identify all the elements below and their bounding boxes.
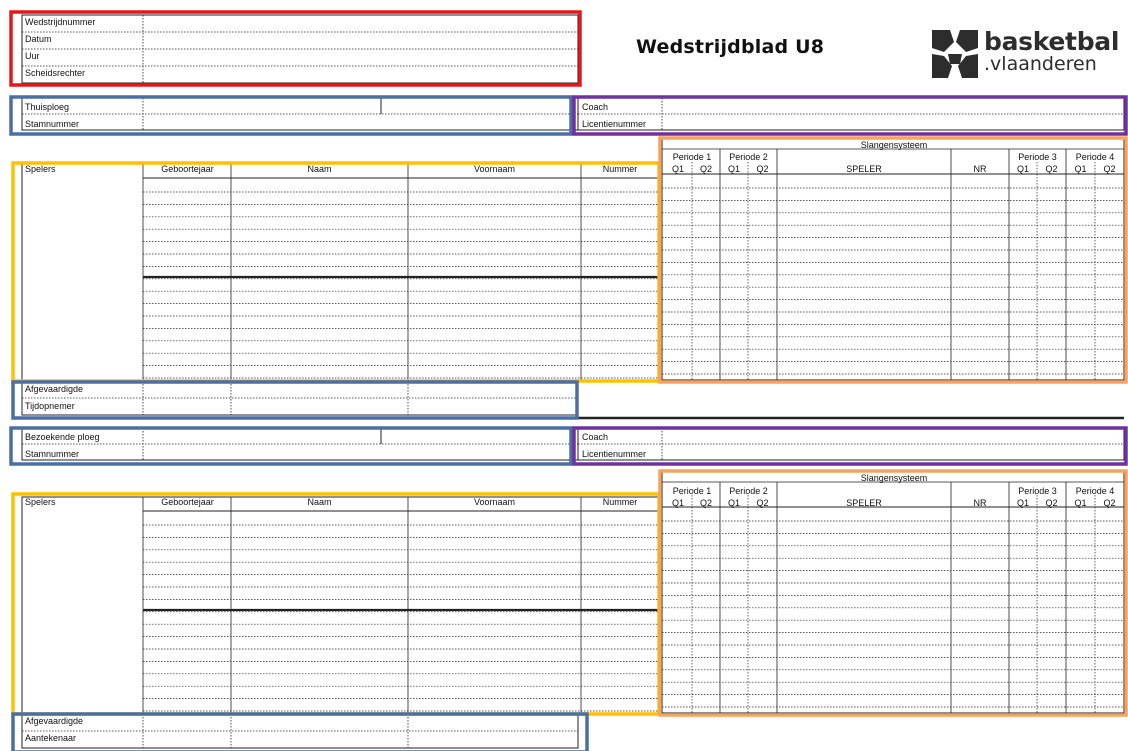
away-col-geboortejaar: Geboortejaar xyxy=(161,497,214,507)
away-staff-table xyxy=(22,714,578,748)
away-team-label: Bezoekende ploeg xyxy=(25,432,100,442)
snake1-p1-q1: Q1 xyxy=(671,164,684,174)
snake1-col-nr: NR xyxy=(973,164,987,174)
home-col-nummer: Nummer xyxy=(602,164,638,174)
snake2-period4: Periode 4 xyxy=(1075,486,1115,496)
field-label-datum: Datum xyxy=(25,34,52,44)
home-col-naam: Naam xyxy=(307,164,332,174)
blue-frame-away-staff xyxy=(13,714,587,751)
snake1-p2-q1: Q1 xyxy=(727,164,740,174)
away-stamnummer-label: Stamnummer xyxy=(25,449,80,459)
logo-wordmark: basketbal xyxy=(984,27,1120,56)
away-team-table xyxy=(22,428,578,460)
snake1-period3: Periode 3 xyxy=(1018,152,1057,162)
home-stamnummer-label: Stamnummer xyxy=(25,119,80,129)
snake2-p4-q2: Q2 xyxy=(1103,498,1116,508)
snake1-p3-q1: Q1 xyxy=(1016,164,1029,174)
snake1-p2-q2: Q2 xyxy=(756,164,769,174)
snake2-period1: Periode 1 xyxy=(672,486,712,496)
yellow-frame-away-players xyxy=(13,494,659,714)
purple-frame-home-coach xyxy=(574,97,1126,134)
home-staff-label-2: Tijdopnemer xyxy=(25,401,75,411)
home-team-table xyxy=(22,98,578,130)
blue-frame-home-staff xyxy=(13,382,577,418)
home-col-geboortejaar: Geboortejaar xyxy=(161,164,214,174)
snake1-p4-q1: Q1 xyxy=(1074,164,1087,174)
match-info-table xyxy=(22,15,578,83)
away-col-naam: Naam xyxy=(307,497,332,507)
snake2-p1-q2: Q2 xyxy=(699,498,712,508)
away-col-voornaam: Voornaam xyxy=(473,497,516,507)
page-title: Wedstrijdblad U8 xyxy=(636,36,825,58)
snake2-p3-q1: Q1 xyxy=(1016,498,1029,508)
red-frame-match-info xyxy=(11,12,580,85)
away-license-label: Licentienummer xyxy=(582,449,647,459)
home-col-voornaam: Voornaam xyxy=(473,164,516,174)
snake1-period1: Periode 1 xyxy=(672,152,712,162)
purple-frame-away-coach xyxy=(574,428,1126,464)
away-coach-label: Coach xyxy=(582,432,609,442)
home-players-table xyxy=(22,164,659,381)
yellow-frame-home-players xyxy=(13,163,659,381)
away-col-nummer: Nummer xyxy=(602,497,638,507)
field-label-scheidsrechter: Scheidsrechter xyxy=(25,68,86,78)
away-staff-label-2: Aantekenaar xyxy=(25,733,77,743)
snake1-title: Slangensysteem xyxy=(860,140,928,150)
snake1-p4-q2: Q2 xyxy=(1103,164,1116,174)
blue-frame-home-team xyxy=(11,97,571,134)
snake1-p1-q2: Q2 xyxy=(699,164,712,174)
snake1-period2: Periode 2 xyxy=(729,152,768,162)
field-label-uur: Uur xyxy=(25,51,40,61)
home-staff-label-1: Afgevaardigde xyxy=(25,384,84,394)
away-players-table xyxy=(22,497,659,714)
snake2-period2: Periode 2 xyxy=(729,486,768,496)
away-staff-label-1: Afgevaardigde xyxy=(25,716,84,726)
snake2-p4-q1: Q1 xyxy=(1074,498,1087,508)
snake2-p2-q2: Q2 xyxy=(756,498,769,508)
home-players-label: Spelers xyxy=(25,164,56,174)
snake2-col-nr: NR xyxy=(973,498,987,508)
snake2-period3: Periode 3 xyxy=(1018,486,1057,496)
snake2-title: Slangensysteem xyxy=(860,473,928,483)
snake1-p3-q2: Q2 xyxy=(1045,164,1058,174)
home-coach-label: Coach xyxy=(582,102,609,112)
home-staff-table xyxy=(22,381,578,415)
home-team-label: Thuisploeg xyxy=(25,102,70,112)
snake2-p1-q1: Q1 xyxy=(671,498,684,508)
field-label-wedstrijdnummer: Wedstrijdnummer xyxy=(25,17,96,27)
snake2-p3-q2: Q2 xyxy=(1045,498,1058,508)
away-players-label: Spelers xyxy=(25,497,56,507)
home-license-label: Licentienummer xyxy=(582,119,647,129)
logo-subtitle: .vlaanderen xyxy=(984,53,1097,75)
snake1-col-speler: SPELER xyxy=(846,164,882,174)
snake2-col-speler: SPELER xyxy=(846,498,882,508)
snake1-period4: Periode 4 xyxy=(1075,152,1115,162)
basketball-logo-icon xyxy=(930,28,980,80)
snake2-p2-q1: Q1 xyxy=(727,498,740,508)
